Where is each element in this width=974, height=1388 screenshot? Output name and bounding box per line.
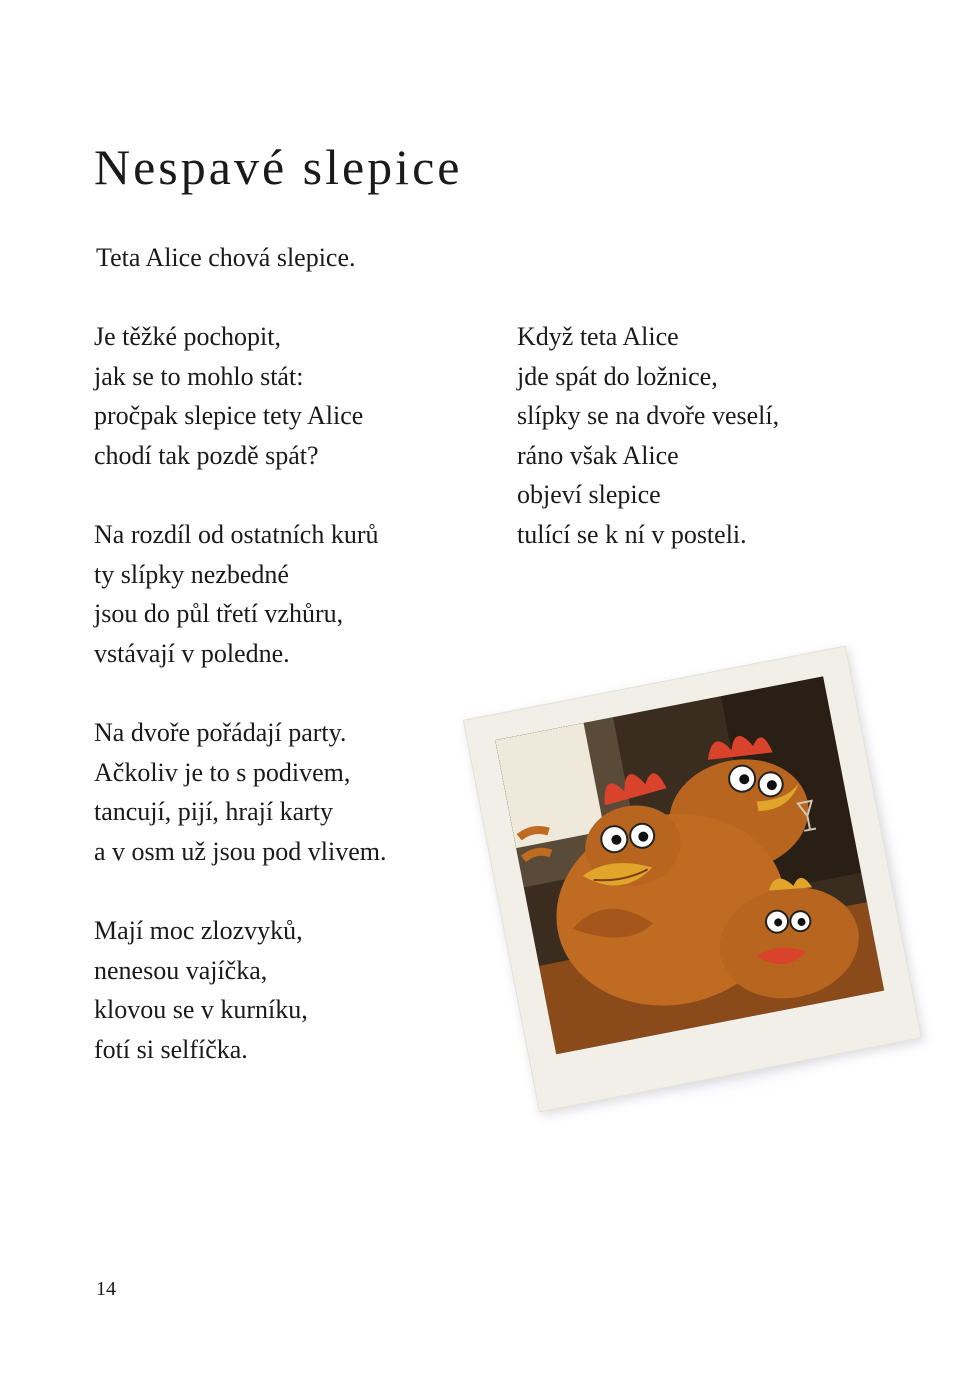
verse-line: nenesou vajíčka, bbox=[94, 955, 268, 985]
verse-line: Na rozdíl od ostatních kurů bbox=[94, 520, 379, 549]
chickens-selfie-icon bbox=[495, 676, 884, 1054]
verse-line: pročpak slepice tety Alice bbox=[94, 401, 364, 431]
poem-title: Nespavé slepice bbox=[94, 139, 463, 195]
verse-line: tancují, pijí, hrají karty bbox=[94, 797, 333, 827]
poem-intro-line: Teta Alice chová slepice. bbox=[96, 243, 356, 272]
polaroid-illustration bbox=[452, 636, 944, 1128]
verse-line: Ačkoliv je to s podivem, bbox=[94, 757, 351, 787]
stanza-left-4 bbox=[94, 911, 308, 1069]
verse-line: Když teta Alice bbox=[517, 322, 679, 351]
verse-line: jde spát do ložnice, bbox=[517, 361, 718, 391]
stanza-left-2 bbox=[94, 515, 379, 673]
verse-line: klovou se v kurníku, bbox=[94, 995, 308, 1025]
verse-line: ráno však Alice bbox=[517, 440, 679, 470]
verse-line: fotí si selfíčka. bbox=[94, 1034, 248, 1064]
verse-line: a v osm už jsou pod vlivem. bbox=[94, 836, 387, 866]
verse-line: ty slípky nezbedné bbox=[94, 559, 289, 589]
page-number: 14 bbox=[96, 1278, 116, 1300]
verse-line: chodí tak pozdě spát? bbox=[94, 440, 319, 470]
verse-line: jak se to mohlo stát: bbox=[94, 361, 304, 391]
stanza-right-1 bbox=[517, 317, 779, 555]
stanza-left-1 bbox=[94, 317, 363, 475]
verse-line: Mají moc zlozvyků, bbox=[94, 916, 303, 945]
verse-line: Je těžké pochopit, bbox=[94, 322, 281, 351]
polaroid-frame bbox=[463, 645, 922, 1112]
verse-line: objeví slepice bbox=[517, 480, 661, 510]
stanza-left-3 bbox=[94, 713, 386, 871]
verse-line: slípky se na dvoře veselí, bbox=[517, 401, 780, 431]
verse-line: Na dvoře pořádají party. bbox=[94, 718, 347, 747]
verse-line: vstávají v poledne. bbox=[94, 638, 290, 668]
verse-line: tulící se k ní v posteli. bbox=[517, 519, 747, 549]
verse-line: jsou do půl třetí vzhůru, bbox=[94, 599, 344, 629]
